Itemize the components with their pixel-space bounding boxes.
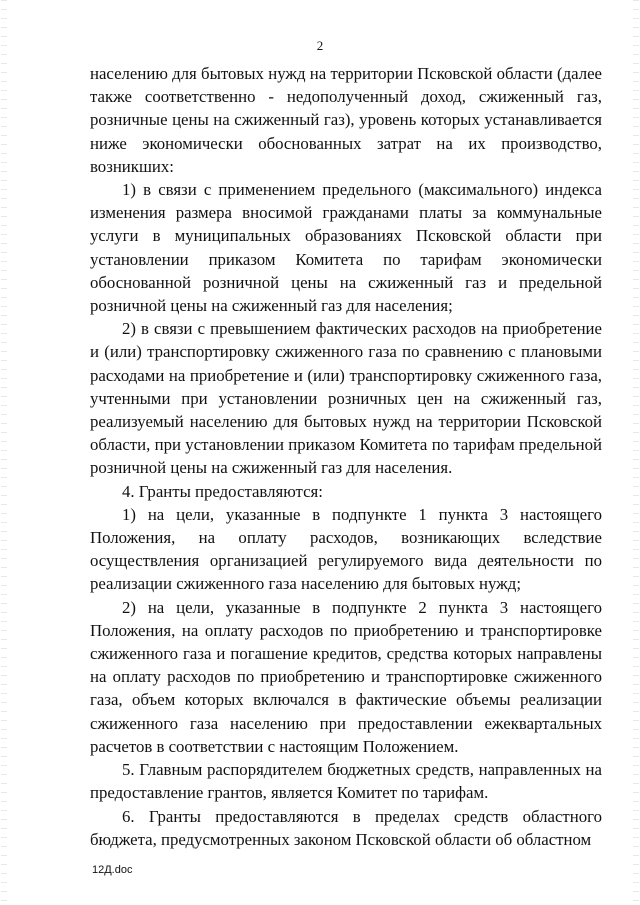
- left-edge-scan-marks: [1, 0, 7, 905]
- paragraph-section-4-heading: 4. Гранты предоставляются:: [122, 481, 323, 501]
- paragraph-intro-continuation: населению для бытовых нужд на территории Псковской области (далее также соответственно - недополученный доход, сжиженный газ, розничные цены на сжиженный газ), уровень которых устанавливается ниже экономически обоснованных затрат на их производство, возникших:: [90, 64, 602, 176]
- footer-file-name: 12Д.doc: [92, 864, 133, 876]
- document-body: [90, 62, 602, 851]
- paragraph-clause-2: 2) в связи с превышением фактических расходов на приобретение и (или) транспортировку сжиженного газа по сравнению с плановыми расходами на приобретение и (или) транспортировку сжиженного газа, учтенными при установлении розничных цен на сжиженный газ, реализуемый населению для бытовых нужд на территории Псковской области, при установлении приказом Комитета по тарифам предельной розничной цены на сжиженный газ для населения.: [90, 319, 602, 478]
- right-edge-scan-marks: [633, 0, 639, 905]
- paragraph-section-5: 5. Главным распорядителем бюджетных средств, направленных на предоставление грантов, является Комитет по тарифам.: [90, 760, 602, 803]
- paragraph-section-4-item-2: 2) на цели, указанные в подпункте 2 пункта 3 настоящего Положения, на оплату расходов по приобретению и транспортировке сжиженного газа и погашение кредитов, средства которых направлены на оплату расходов по приобретению и транспортировке сжиженного газа, объем которых включался в фактические объемы реализации сжиженного газа населению при предоставлении ежеквартальных расчетов в соответствии с настоящим Положением.: [90, 597, 602, 756]
- paragraph-clause-1: 1) в связи с применением предельного (максимального) индекса изменения размера вносимой гражданами платы за коммунальные услуги в муниципальных образованиях Псковской области при установлении приказом Комитета по тарифам экономически обоснованной розничной цены на сжиженный газ и предельной розничной цены на сжиженный газ для населения;: [90, 180, 602, 316]
- paragraph-section-6: 6. Гранты предоставляются в пределах средств областного бюджета, предусмотренных законом Псковской области об областном: [90, 806, 602, 849]
- paragraph-section-4-item-1: 1) на цели, указанные в подпункте 1 пункта 3 настоящего Положения, на оплату расходов, возникающих вследствие осуществления организацией регулируемого вида деятельности по реализации сжиженного газа населению для бытовых нужд;: [90, 504, 602, 594]
- page-number: 2: [316, 38, 324, 53]
